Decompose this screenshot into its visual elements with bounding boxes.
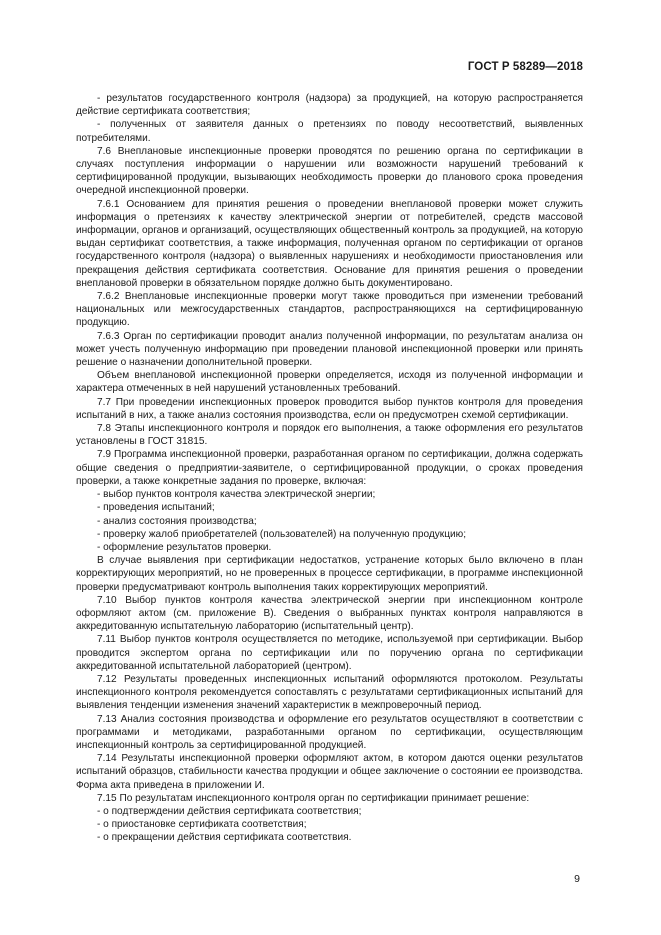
paragraph: 7.6.3 Орган по сертификации проводит анализ полученной информации, по результатам анализа он может учесть полученную информацию при проведении плановой инспекционной проверки или принять решение о назначении дополнительной проверки. <box>76 330 583 369</box>
paragraph: 7.10 Выбор пунктов контроля качества электрической энергии при инспекционном контроле оформляют актом (см. приложение В). Сведения о выбранных пунктах контроля направляются в аккредитованную испытательную лабораторию (испытательный центр). <box>76 594 583 633</box>
paragraph: Объем внеплановой инспекционной проверки определяется, исходя из полученной информации и характера отмеченных в ней нарушений установленных требований. <box>76 370 583 395</box>
paragraph: 7.6 Внеплановые инспекционные проверки проводятся по решению органа по сертификации в случаях поступления информации о нарушении или возможности нарушений требований к сертифицированной продукции, вызывающих необходимость проверки до планового срока проведения очередной инспекционной проверки. <box>76 145 583 197</box>
document-body <box>76 92 583 845</box>
paragraph: 7.15 По результатам инспекционного контроля орган по сертификации принимает решение: <box>97 792 530 804</box>
list-item: - оформление результатов проверки. <box>97 541 272 553</box>
paragraph: - результатов государственного контроля (надзора) за продукцией, на которую распространяется действие сертификата соответствия; <box>76 93 583 118</box>
list-item: - о прекращении действия сертификата соответствия. <box>97 832 352 844</box>
document-header: ГОСТ Р 58289—2018 <box>467 61 583 73</box>
paragraph: В случае выявления при сертификации недостатков, устранение которых было включено в план корректирующих мероприятий, но не проверенных в процессе сертификации, в программе инспекционной проверки предусматривают контроль выполнения таких корректирующих мероприятий. <box>76 555 583 593</box>
list-item: - проведения испытаний; <box>97 502 215 514</box>
list-item: - о подтверждении действия сертификата соответствия; <box>97 805 362 817</box>
paragraph: 7.6.2 Внеплановые инспекционные проверки могут также проводиться при изменении требований национальных или межгосударственных стандартов, распространяющихся на сертифицированную продукцию. <box>76 291 583 329</box>
list-item: - о приостановке сертификата соответствия; <box>97 819 307 831</box>
paragraph: 7.6.1 Основанием для принятия решения о проведении внеплановой проверки может служить информация о претензиях к качеству электрической энергии от потребителей, средств массовой информации, органов и организаций, осуществляющих общественный контроль за продукцией, на которую выдан сертификат соответствия, а также информация, полученная органом по сертификации от органов государственного контроля (надзора) о выявленных нарушениях и необходимости приостановления или прекращения действия сертификата соответствия. Основание для принятия решения о проведении внеплановой проверки в обязательном порядке должно быть документировано. <box>76 198 583 289</box>
page-number: 9 <box>574 873 580 885</box>
list-item: - выбор пунктов контроля качества электрической энергии; <box>97 489 376 501</box>
list-item: - проверку жалоб приобретателей (пользователей) на полученную продукцию; <box>97 528 467 540</box>
paragraph: 7.12 Результаты проведенных инспекционных испытаний оформляются протоколом. Результаты инспекционного контроля рекомендуется сопоставлять с результатами сертификационных испытаний для выявления тенденции изменения значений характеристик в межпроверочный период. <box>76 673 583 712</box>
paragraph: - полученных от заявителя данных о претензиях по поводу несоответствий, выявленных потребителями. <box>76 119 583 144</box>
paragraph: 7.8 Этапы инспекционного контроля и порядок его выполнения, а также оформления его результатов установлены в ГОСТ 31815. <box>76 423 583 448</box>
paragraph: 7.13 Анализ состояния производства и оформление его результатов осуществляют в соответствии с программами и методиками, разработанными органом по сертификации, осуществляющим инспекционный контроль за сертифицированной продукцией. <box>76 713 583 751</box>
paragraph: 7.9 Программа инспекционной проверки, разработанная органом по сертификации, должна содержать общие сведения о предприятии-заявителе, о сертифицированной продукции, о сроках проведения проверки, а также конкретные задания по проверке, включая: <box>76 449 583 487</box>
paragraph: 7.7 При проведении инспекционных проверок проводится выбор пунктов контроля для проведения испытаний в них, а также анализ состояния производства, если он предусмотрен схемой сертификации. <box>76 396 583 421</box>
list-item: - анализ состояния производства; <box>97 515 257 527</box>
paragraph: 7.11 Выбор пунктов контроля осуществляется по методике, используемой при сертификации. Выбор проводится экспертом органа по сертификации или по поручению органа по сертификации аккредитованной испытательной лабораторией (центром). <box>76 634 583 672</box>
paragraph: 7.14 Результаты инспекционной проверки оформляют актом, в котором даются оценки результатов испытаний образцов, стабильности качества продукции и общее заключение о состоянии ее производства. Форма акта приведена в приложении И. <box>76 753 583 791</box>
